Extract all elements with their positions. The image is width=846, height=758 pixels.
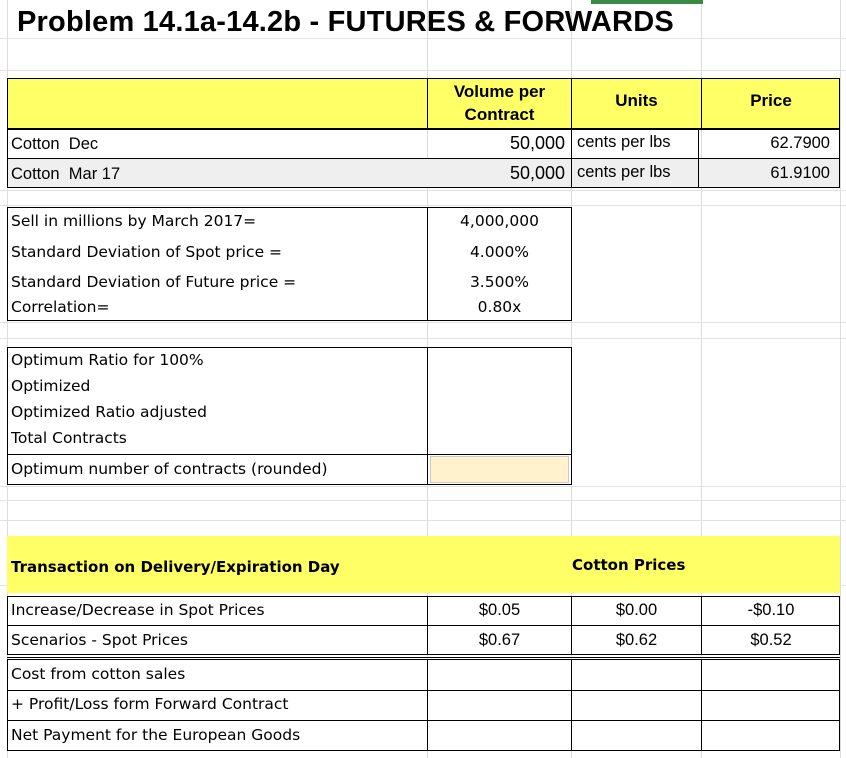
- scenario-value[interactable]: $0.62: [615, 631, 658, 649]
- scenario-value[interactable]: $0.52: [750, 631, 792, 649]
- change-value[interactable]: -$0.10: [747, 601, 795, 619]
- change-label: Increase/Decrease in Spot Prices: [11, 601, 265, 619]
- contract-name: Cotton Dec: [11, 135, 99, 153]
- input-value[interactable]: 4.000%: [469, 243, 530, 261]
- result-label: Cost from cotton sales: [11, 665, 186, 683]
- result-label: Net Payment for the European Goods: [11, 726, 301, 744]
- input-label: Correlation=: [11, 298, 110, 316]
- input-value[interactable]: 0.80x: [477, 298, 522, 316]
- scenario-label: Scenarios - Spot Prices: [11, 631, 188, 649]
- contract-name: Cotton Mar 17: [11, 165, 121, 183]
- contract-units: cents per lbs: [577, 133, 671, 151]
- scenario-value[interactable]: $0.67: [478, 631, 521, 649]
- contract-price: 62.7900: [770, 134, 830, 152]
- contract-price: 61.9100: [770, 164, 830, 182]
- page-title: Problem 14.1a-14.2b - FUTURES & FORWARDS: [17, 6, 674, 38]
- optimum-label: Total Contracts: [11, 429, 127, 447]
- result-label: + Profit/Loss form Forward Contract: [11, 695, 289, 713]
- units-header: Units: [615, 91, 658, 110]
- sheet-tab-accent: [591, 0, 703, 4]
- transaction-title: Transaction on Delivery/Expiration Day: [11, 558, 340, 576]
- optimum-contracts-cell[interactable]: [430, 456, 569, 483]
- price-header: Price: [750, 91, 792, 110]
- contract-volume: 50,000: [509, 163, 565, 183]
- optimum-label: Optimum Ratio for 100%: [11, 351, 204, 369]
- input-label: Standard Deviation of Spot price =: [11, 243, 283, 261]
- results-values-box: [427, 659, 840, 751]
- contract-volume: 50,000: [509, 133, 565, 153]
- optimum-label: Optimum number of contracts (rounded): [11, 460, 328, 478]
- volume-header: Volume per Contract: [453, 82, 546, 124]
- input-label: Standard Deviation of Future price =: [11, 273, 297, 291]
- change-value[interactable]: $0.05: [478, 601, 521, 619]
- cotton-prices-header: Cotton Prices: [572, 556, 686, 574]
- optimum-label: Optimized Ratio adjusted: [11, 403, 207, 421]
- optimum-label: Optimized: [11, 377, 91, 395]
- input-value[interactable]: 3.500%: [469, 273, 530, 291]
- input-value[interactable]: 4,000,000: [460, 212, 539, 230]
- contract-units: cents per lbs: [577, 163, 671, 181]
- change-value[interactable]: $0.00: [615, 601, 658, 619]
- input-label: Sell in millions by March 2017=: [11, 212, 257, 230]
